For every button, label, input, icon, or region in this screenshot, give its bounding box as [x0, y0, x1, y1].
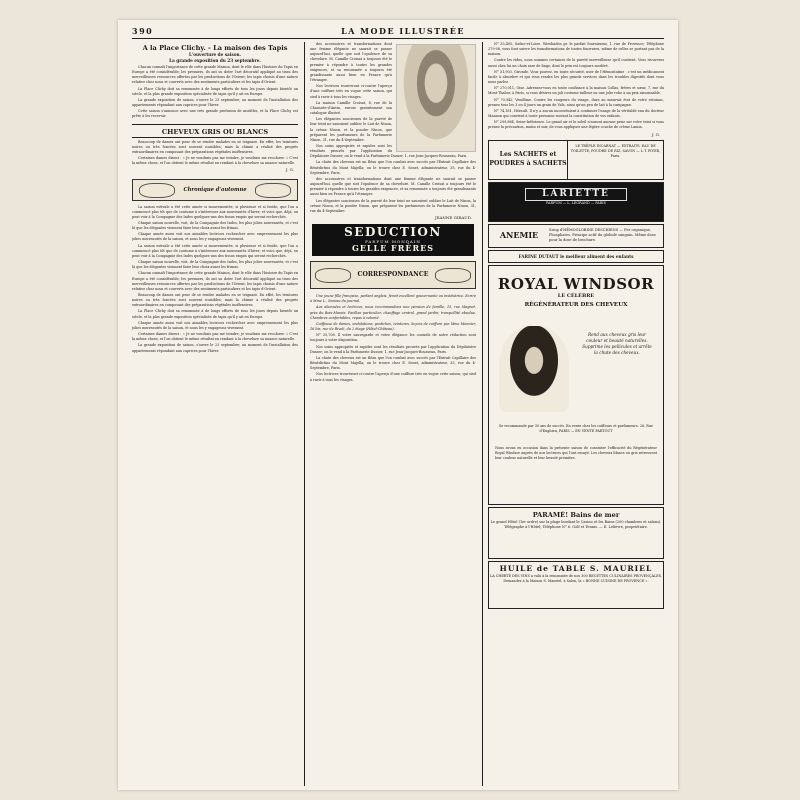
article-paragraph: Chaque saison nouvelle, voit, de la Compagnie des Indes, les plus jolies nouveautés, et c'est là que les élégantes viennent faire leur choix avant les frimas. [132, 260, 298, 270]
author-signature: JEANNE GIRAUD. [435, 215, 472, 220]
article-paragraph: Nos lectrices trouveront ci-contre l'aperçu d'une coiffure très en vogue cette saison, qui sied à ravir à tous les visages. [310, 372, 476, 382]
article-paragraph: Cette saison s'annonce avec une très grande profusion de modèles, et la Place Clichy est prête à les recevoir. [132, 109, 298, 119]
article-paragraph: Nos soins appropriés et rapides sont les résultats prouvés par l'application du Dépilatoire Dusser; on le vend à la Parfumerie Dusser, 1, rue Jean-Jacques-Rousseau, Paris. [310, 143, 468, 159]
huile-mauriel-ad [488, 561, 664, 609]
ad-title: PARAMÉ! Bains de mer [532, 510, 620, 519]
lariette-perfume-ad [488, 182, 664, 222]
ad-address: Se recommande par 30 ans de succès. En vente chez les coiffeurs et parfumeurs. 28, Rue d'Enghien, PARIS — EN VENTE PARTOUT [498, 423, 654, 433]
banner-title: Chronique d'automne [183, 186, 247, 193]
article-paragraph: La grande exposition de saison, s'ouvre le 23 septembre; au moment de l'installation des appartements répondant aux caprices pour l'hiver. [132, 343, 298, 353]
page-number: 390 [132, 26, 154, 36]
ad-subtitle: RÉGÉNÉRATEUR DES CHEVEUX [524, 301, 628, 308]
ad-subtitle: PARFUM MONDAIN [365, 239, 421, 245]
floral-ornament-icon [435, 268, 471, 283]
article-paragraph: Nos soins appropriés et rapides sont les résultats prouvés par l'application du Dépilatoire Dusser; on le vend à la Parfumerie Dusser, 1, rue Jean-Jacques-Rousseau, Paris. [310, 344, 476, 354]
article-paragraph: Certaines dames disent : « Je ne voudrais pas me teindre, je voudrais me recolorer. » C'est la même chose, et l'on obtient le même résultat en rendant à la chevelure sa nuance naturelle. [132, 332, 298, 342]
correspondance-item: Une jeune fille française, parlant anglais, ferait excellent gouvernante ou institutrice. Ecrire à Mme L., bureau du journal. [310, 294, 476, 304]
ad-title: Les SACHETS et POUDRES à SACHETS [489, 141, 568, 179]
ad-title: ANEMIE [499, 230, 539, 241]
article-paragraph: Chacun connaît l'importance de cette grande Maison, dont le rôle dans l'histoire du Tapis en Europe a été considérable; les premiers, ils ont su doter l'art décoratif appliqué au tissu des merveilleuses ressources offertes par les productions de l'Orient; les tapis choisis d'une nature relative chez nous et couverts avec des sentiments particuliers et les tapis d'Orient. [132, 65, 298, 85]
author-signature: J. G. [285, 167, 294, 173]
correspondance-item: Aux abonnées et lectrices, nous recommandons une pension de famille, 15, rue Magnet, près du Bois-Marais. Pavillon particulier, chauffage central, grand jardin; tranquillité absolue. Chambres confortables, repas à volonté. [310, 305, 476, 320]
article-subtitle: La grande exposition du 23 septembre. [169, 57, 261, 63]
correspondance-item: N° 270,011, Oise. Adressez-vous en toute confiance à la maison Collas, frères et sœur, 7, rue du Mont-Thabor, à Paris, si vous désirez un joli costume tailleur ou une jolie robe à un prix raisonnable. [488, 86, 664, 96]
article-paragraph: La Place Clichy doit sa renommée à de longs efforts de tous les jours depuis bientôt un siècle, et la plus grande exposition spécialisée de tapis qu'il y ait en Europe. [132, 86, 298, 96]
article-paragraph: La saison estivale a été cette année si mouvementée, si pluvieuse et si froide, que l'on a commencé plus tôt que de coutume à s'intéresser aux nouveautés d'hiver; et voici que, déjà, on peut voir à la Compagnie des Indes quelques-uns des tissus exquis qui seront recherchés. [132, 243, 298, 258]
floral-ornament-icon [139, 183, 175, 198]
article-paragraph: La Place Clichy doit sa renommée à de longs efforts de tous les jours depuis bientôt un siècle, et la plus grande exposition spécialisée de tapis qu'il y ait en Europe. [132, 309, 298, 319]
column-3 [488, 42, 664, 786]
correspondance-item: N° 31,903, Gironde. Vous pouvez, en toute sécurité, user de l'Hémostatine : c'est un médicament facile à absorber et qui vous rendra les plus grands services dans les troubles digestifs dont vous nous parlez. [488, 69, 664, 85]
section-title: CHEVEUX GRIS OU BLANCS [161, 127, 269, 136]
article-paragraph: La chute des cheveux est un fléau que l'on combat avec succès par l'Extrait Capillaire des Bénédictins du Mont Majella; on le trouve chez E. Senet, administrateur, 35, rue du 4-Septembre, Paris. [310, 160, 476, 175]
ad-subtitle: LE CÉLÈBRE [557, 292, 595, 299]
seduction-perfume-ad [312, 224, 474, 256]
ad-text: LE TRÈFLE INCARNAT — EXTRAITS, EAU DE TOILETTE, POUDRE DE RIZ, SAVON — L.T. PIVER, Paris. [570, 143, 661, 159]
royal-windsor-ad [488, 265, 664, 505]
article-paragraph: Certaines dames disent : « Je ne voudrais pas me teindre, je voudrais me recolorer. » C'est la même chose, et l'on obtient le même résultat en rendant à la chevelure sa nuance naturelle. [132, 156, 298, 166]
ad-brand: GELLE FRÈRES [351, 243, 434, 254]
correspondance-item: N° 70,942, Vendôme. Contre les rougeurs du visage, dues au mauvais état de votre estomac, prenez tous les 3 ou 4 jours un grain de Vals, ainsi qu'un peu de lait à la campagne. [488, 97, 664, 107]
correspondance-item: N° 74,181, Hérault. Il n'y a aucun inconvénient à continuer l'usage de la véritable eau du docteur Mannon qui convient à toute personne suivant la constitution de vos enfants. [488, 108, 664, 119]
article-paragraph: des accessoires et transformations dont une femme élégante ne saurait se passer aujourd'hui, quelle que soit l'opulence de sa chevelure. M. Camille Croisat a toujours été le premier à répondre à toutes les grandes exigences, et sa renommée a toujours été grandissante aussi bien en France qu'à l'étranger. [310, 176, 476, 197]
article-paragraph: Les élégantes soucieuses de la pureté de leur teint ne sauraient oublier le Lait de Ninon, la crème Ninon, et la poudre Ninon, que préparent les parfumeurs de la Parfumerie Ninon, 31, rue du 4-Septembre. [310, 117, 392, 142]
article-paragraph: des accessoires et transformations dont une femme élégante ne saurait se passer aujourd'hui, quelle que soit l'opulence de sa chevelure. M. Camille Croisat a toujours été le premier à répondre à toutes les grandes exigences, et sa renommée a toujours été grandissante aussi bien en France qu'à l'étranger. [310, 42, 392, 83]
article-title: A la Place Clichy. - La maison des Tapis [142, 44, 288, 52]
article-paragraph: Beaucoup de dames ont peur de se rendre malades en se teignant. En effet, les teintures noires ou très foncées sont souvent nuisibles; mais la chimie a réalisé des progrès extraordinaires en composant des préparations végétales inoffensives. [132, 139, 298, 154]
article-paragraph: Chaque année aussi voit nos aimables lectrices rechercher avec empressement les plus jolies nouveautés de la saison, et nous les y engageons vivement. [132, 320, 298, 330]
article-subtitle: L'ouverture de saison. [188, 52, 242, 57]
article-paragraph: Beaucoup de dames ont peur de se rendre malades en se teignant. En effet, les teintures noires ou très foncées sont souvent nuisibles; mais la chimie a réalisé des progrès extraordinaires en composant des préparations végétales inoffensives. [132, 293, 298, 308]
parame-hotel-ad [488, 507, 664, 559]
piver-sachets-ad [488, 140, 664, 180]
article-paragraph: Nos lectrices trouveront ci-contre l'aperçu d'une coiffure très en vogue cette saison, qui sied à ravir à tous les visages. [310, 84, 392, 99]
journal-title: LA MODE ILLUSTRÉE [341, 26, 465, 36]
section-title: CORRESPONDANCE [357, 271, 429, 279]
header-rule [132, 38, 664, 39]
chronique-banner [132, 179, 298, 201]
correspondance-item: Coiffeuse de dames, ondulations, postiches, teintures, leçons de coiffure par Mme Monnier, 16 bis, rue de Rivoli, du 2 étage (Hôtel-Château). [310, 321, 476, 332]
woman-portrait-image [499, 326, 569, 412]
ad-title: HUILE de TABLE S. MAURIEL [499, 563, 653, 573]
magazine-page [118, 20, 678, 790]
article-paragraph: Chaque année aussi voit nos aimables lectrices rechercher avec empressement les plus jolies nouveautés de la saison, et nous les y engageons vivement. [132, 232, 298, 242]
ad-text: Rend aux cheveux gris leur couleur et beauté naturelles. Supprime les pellicules et arrête la chute des cheveux. [582, 331, 652, 356]
article-paragraph: La chute des cheveux est un fléau que l'on combat avec succès par l'Extrait Capillaire des Bénédictins du Mont Majella; on le trouve chez E. Senet, administrateur, 35, rue du 4-Septembre, Paris. [310, 355, 476, 371]
anemie-ad [488, 224, 664, 248]
column-2 [310, 42, 476, 786]
floral-ornament-icon [315, 268, 351, 283]
author-signature: J. G. [651, 131, 660, 137]
article-paragraph: Chacun connaît l'importance de cette grande Maison, dont le rôle dans l'histoire du Tapis en Europe a été considérable; les premiers, ils ont su doter l'art décoratif appliqué au tissu des merveilleuses ressources offertes par les productions de l'Orient; les tapis choisis d'une nature relative chez nous et couverts avec des sentiments particuliers et les tapis d'Orient. [132, 271, 298, 291]
correspondance-item: N° 299,884, Seine-Inférieure. Le grand air et le soleil n'auront aucune prise sur votre teint si vous prenez la précaution, matin et soir, de vous appliquer une légère couche de crème Lamia. [488, 120, 664, 130]
ad-title: ROYAL WINDSOR [497, 274, 655, 293]
hairstyle-portrait-image [396, 44, 476, 152]
ad-title: SEDUCTION [344, 225, 442, 240]
column-1 [132, 42, 298, 786]
article-paragraph: La grande exposition de saison, s'ouvre le 23 septembre; au moment de l'installation des appartements répondant aux caprices pour l'hiver. [132, 97, 298, 108]
floral-ornament-icon [255, 183, 291, 198]
ad-text: Sirop d'HÉMOGLOBINE DESCHIENS — Fer organique, Phosphates. Principe actif du globule sanguin. Même dose pour la dose de brochure. [549, 228, 656, 243]
ad-note: Nous avons eu occasion dans la présente saison de constater l'efficacité du Régénérateur Royal Windsor auprès de nos lectrices qui l'ont essayé. Les cheveux blancs ou gris retrouvent leur couleur naturelle et leur beauté première. [495, 445, 657, 460]
column-divider [304, 42, 305, 786]
filler-text [310, 345, 476, 384]
ad-title: LARIETTE [525, 188, 627, 201]
ad-text: LA CHERTÉ DES VINS a valu à la renommée de nos 300 RECETTES CULINAIRES PROVENÇALES. Demandez à la Maison S. Mauriel, à Salon, la « BONNE CUISINE DE PROVENCE ». [489, 573, 663, 583]
article-paragraph: La maison Camille Croisat, 8, rue de la Chaussée-d'Antin, envoie gratuitement son catalogue illustré. [310, 100, 392, 116]
article-paragraph: La saison estivale a été cette année si mouvementée, si pluvieuse et si froide, que l'on a commencé plus tôt que de coutume à s'intéresser aux nouveautés d'hiver; et voici que, déjà, on peut voir à la Compagnie des Indes quelques-uns des tissus exquis qui seront recherchés. [132, 204, 298, 219]
correspondance-item: N° 35,405, Saône-et-Loire. Wiesbaden gr. le parfait fournisseur, 1, rue de Provence; Téléphone 279-08, vous font suivre les transformations de toutes fourrures, même de celles se portant pas de la maison. [488, 42, 664, 57]
correspondance-banner [310, 261, 476, 289]
correspondance-item: N° 35,708. Il votre sauvegarde et votre élégance les conseils de notre rédaction sont toujours à votre disposition. [310, 333, 476, 343]
farine-dutaut-ad: FARINE DUTAUT le meilleur aliment des enfants [488, 250, 664, 263]
filler-text [132, 244, 298, 355]
article-paragraph: Chaque saison nouvelle, voit, de la Compagnie des Indes, les plus jolies nouveautés, et c'est là que les élégantes viennent faire leur choix avant les frimas. [132, 220, 298, 231]
article-paragraph: Les élégantes soucieuses de la pureté de leur teint ne sauraient oublier le Lait de Ninon, la crème Ninon, et la poudre Ninon, que préparent les parfumeurs de la Parfumerie Ninon, 31, rue du 4-Septembre. [310, 198, 476, 213]
correspondance-item: Contre les rides, nous sommes certaines de la pureté merveilleuse qu'il contient. Vous trouverez aussi chez lui un choix rare de linge, dont le prix est toujours modéré. [488, 58, 664, 68]
ad-text: Le grand Hôtel (1er ordre) sur la plage bordant le Casino et les Bains (200 chambres et salons). Télégraphe à l'Hôtel; Téléphone N° 6. Golf et Tennis. — E. Lelièvre, propriétaire. [490, 519, 662, 529]
ad-subtitle: PARFUM — L. LEGRAND — PARIS [546, 200, 606, 205]
column-divider [482, 42, 483, 786]
